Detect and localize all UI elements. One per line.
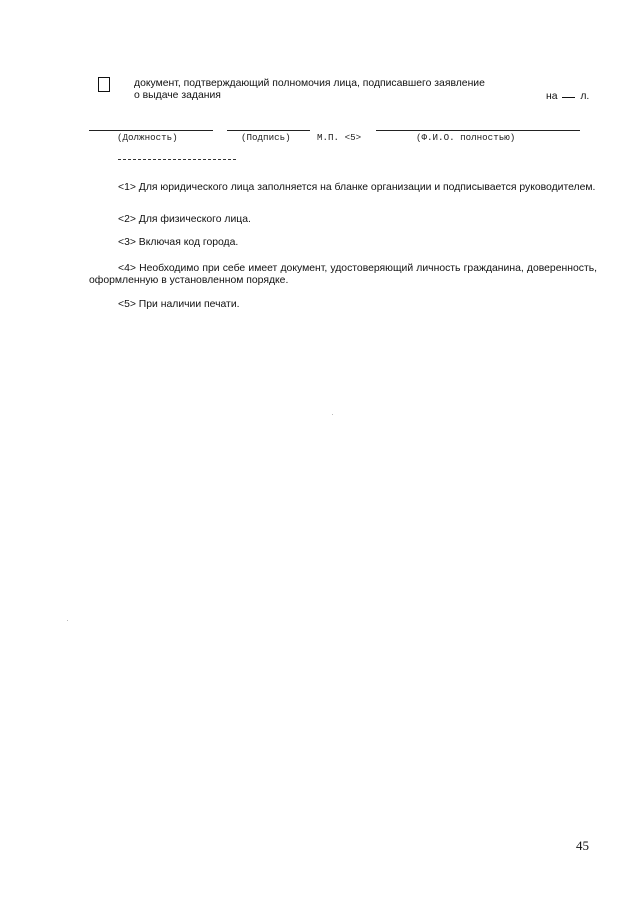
pages-blank[interactable]	[562, 97, 575, 98]
pages-count-field	[546, 91, 589, 103]
footnote-3: <3> Включая код города.	[118, 237, 239, 248]
footnote-separator	[118, 159, 236, 160]
scan-speck	[332, 414, 333, 415]
footnote-4: <4> Необходимо при себе имеет документ, удостоверяющий личность гражданина, доверенность, оформленную в установленном порядке.	[89, 263, 597, 286]
document-item-line-1: документ, подтверждающий полномочия лица, подписавшего заявление	[134, 78, 485, 89]
footnote-5: <5> При наличии печати.	[118, 299, 240, 310]
fio-label: (Ф.И.О. полностью)	[416, 132, 516, 143]
fio-line	[376, 130, 580, 131]
pages-prefix: на	[546, 91, 558, 102]
position-line	[89, 130, 213, 131]
position-label: (Должность)	[117, 132, 178, 143]
scan-speck	[67, 620, 68, 621]
seal-label: М.П. <5>	[317, 132, 362, 143]
signature-line	[227, 130, 310, 131]
footnote-1: <1> Для юридического лица заполняется на бланке организации и подписывается руководителем.	[118, 182, 596, 193]
footnote-2: <2> Для физического лица.	[118, 214, 251, 225]
signature-label: (Подпись)	[241, 132, 291, 143]
pages-suffix: л.	[580, 91, 590, 102]
checkbox-authority-document[interactable]	[98, 77, 110, 92]
document-item-line-2: о выдаче задания	[134, 90, 221, 101]
page-number: 45	[576, 838, 589, 853]
